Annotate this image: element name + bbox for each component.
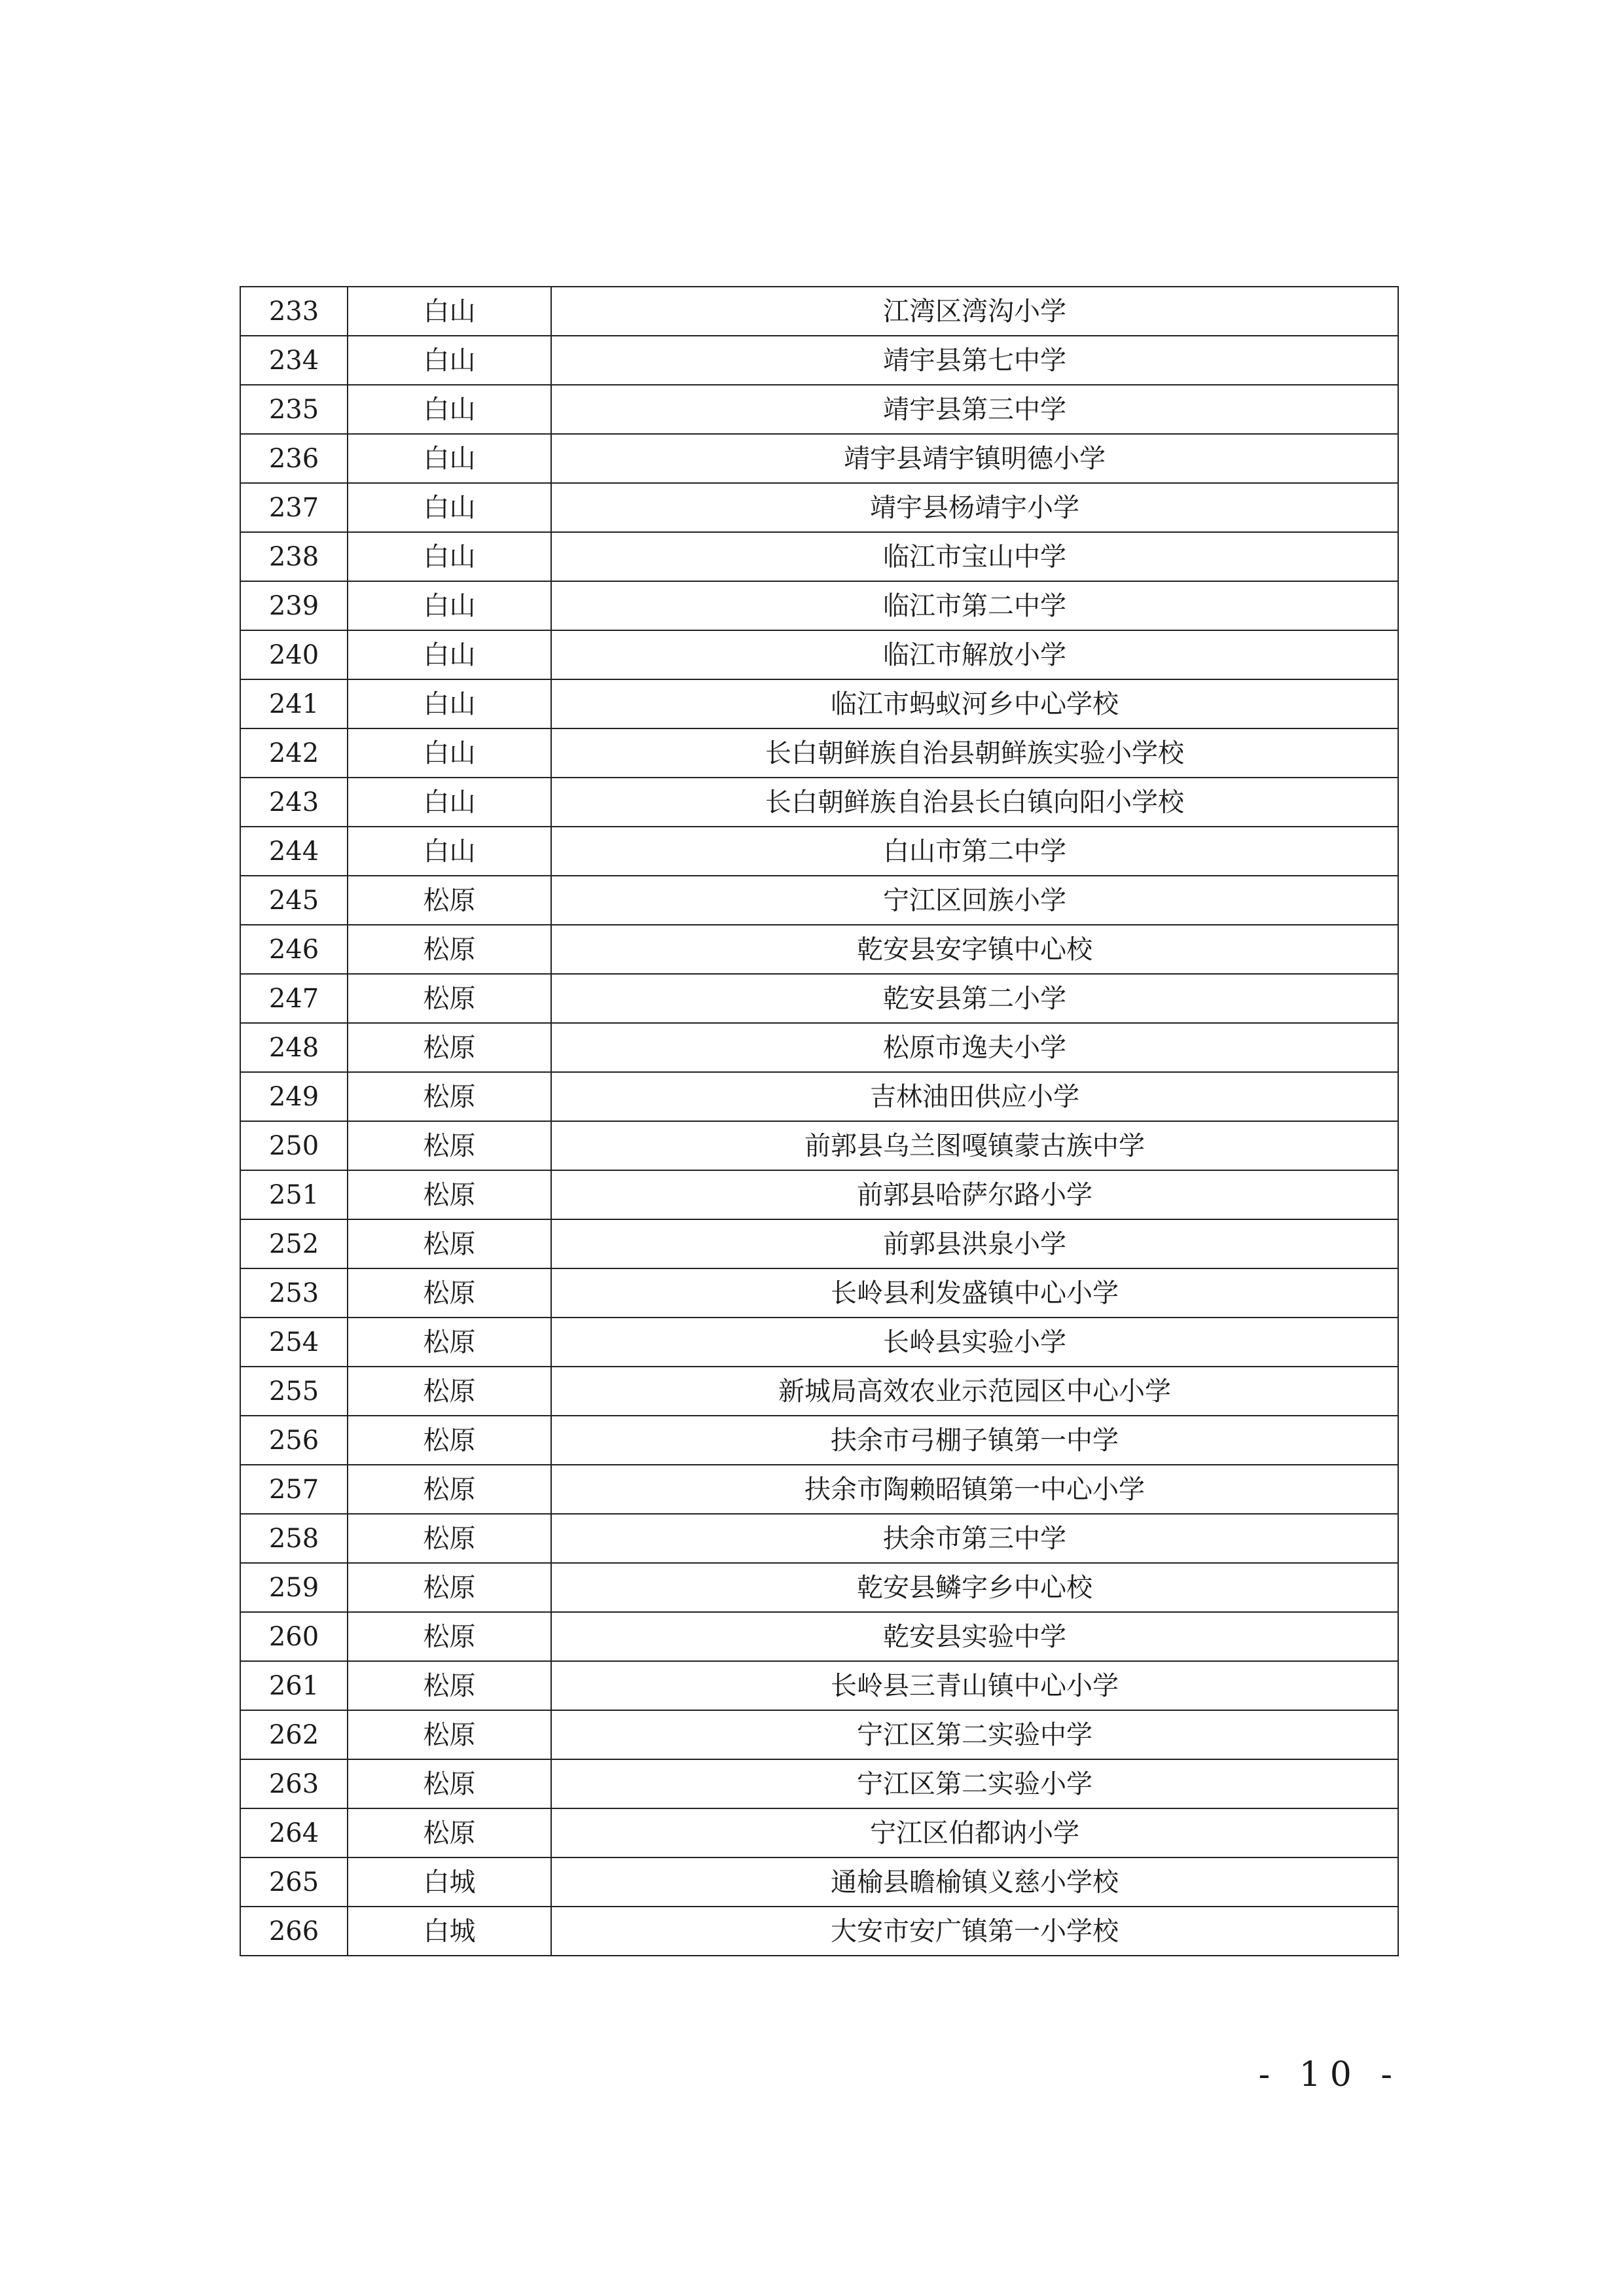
- table-row: [240, 630, 1398, 679]
- city-cell: 松原: [348, 1710, 551, 1759]
- city-cell: 白山: [348, 827, 551, 876]
- city-cell: 白山: [348, 581, 551, 630]
- row-number-cell: 246: [240, 925, 348, 974]
- table-row: [240, 974, 1398, 1023]
- table-row: [240, 1318, 1398, 1367]
- row-number-cell: 265: [240, 1857, 348, 1907]
- table-row: [240, 532, 1398, 581]
- school-name-cell: 临江市第二中学: [551, 581, 1398, 630]
- city-cell: 白山: [348, 679, 551, 728]
- school-name-cell: 白山市第二中学: [551, 827, 1398, 876]
- table-row: [240, 287, 1398, 336]
- row-number-cell: 253: [240, 1268, 348, 1318]
- table-row: [240, 1907, 1398, 1956]
- row-number-cell: 242: [240, 728, 348, 778]
- school-name-cell: 临江市宝山中学: [551, 532, 1398, 581]
- city-cell: 白山: [348, 287, 551, 336]
- row-number-cell: 256: [240, 1416, 348, 1465]
- table-row: [240, 1661, 1398, 1710]
- row-number-cell: 243: [240, 778, 348, 827]
- school-name-cell: 扶余市陶赖昭镇第一中心小学: [551, 1465, 1398, 1514]
- city-cell: 松原: [348, 1219, 551, 1268]
- table-row: [240, 385, 1398, 434]
- row-number-cell: 263: [240, 1759, 348, 1808]
- row-number-cell: 235: [240, 385, 348, 434]
- table-row: [240, 1416, 1398, 1465]
- table-row: [240, 876, 1398, 925]
- row-number-cell: 239: [240, 581, 348, 630]
- row-number-cell: 254: [240, 1318, 348, 1367]
- school-name-cell: 靖宇县第七中学: [551, 336, 1398, 385]
- row-number-cell: 248: [240, 1023, 348, 1072]
- row-number-cell: 249: [240, 1072, 348, 1121]
- row-number-cell: 236: [240, 434, 348, 483]
- table-row: [240, 1808, 1398, 1857]
- row-number-cell: 237: [240, 483, 348, 532]
- school-name-cell: 靖宇县第三中学: [551, 385, 1398, 434]
- school-name-cell: 长白朝鲜族自治县朝鲜族实验小学校: [551, 728, 1398, 778]
- row-number-cell: 241: [240, 679, 348, 728]
- row-number-cell: 255: [240, 1367, 348, 1416]
- school-name-cell: 前郭县洪泉小学: [551, 1219, 1398, 1268]
- city-cell: 白山: [348, 385, 551, 434]
- city-cell: 松原: [348, 1072, 551, 1121]
- table-row: [240, 1072, 1398, 1121]
- city-cell: 白山: [348, 778, 551, 827]
- city-cell: 白城: [348, 1907, 551, 1956]
- row-number-cell: 240: [240, 630, 348, 679]
- table-row: [240, 336, 1398, 385]
- city-cell: 白山: [348, 630, 551, 679]
- table-row: [240, 925, 1398, 974]
- row-number-cell: 257: [240, 1465, 348, 1514]
- school-name-cell: 长白朝鲜族自治县长白镇向阳小学校: [551, 778, 1398, 827]
- row-number-cell: 259: [240, 1563, 348, 1612]
- city-cell: 松原: [348, 876, 551, 925]
- city-cell: 松原: [348, 1268, 551, 1318]
- school-name-cell: 长岭县三青山镇中心小学: [551, 1661, 1398, 1710]
- row-number-cell: 233: [240, 287, 348, 336]
- school-name-cell: 乾安县安字镇中心校: [551, 925, 1398, 974]
- table-row: [240, 1465, 1398, 1514]
- table-row: [240, 1563, 1398, 1612]
- school-name-cell: 吉林油田供应小学: [551, 1072, 1398, 1121]
- school-name-cell: 大安市安广镇第一小学校: [551, 1907, 1398, 1956]
- school-name-cell: 靖宇县杨靖宇小学: [551, 483, 1398, 532]
- table-row: [240, 827, 1398, 876]
- school-name-cell: 前郭县乌兰图嘎镇蒙古族中学: [551, 1121, 1398, 1170]
- city-cell: 松原: [348, 1416, 551, 1465]
- school-name-cell: 前郭县哈萨尔路小学: [551, 1170, 1398, 1219]
- table-row: [240, 1170, 1398, 1219]
- table-row: [240, 1514, 1398, 1563]
- city-cell: 白山: [348, 728, 551, 778]
- school-name-cell: 宁江区第二实验小学: [551, 1759, 1398, 1808]
- school-name-cell: 扶余市第三中学: [551, 1514, 1398, 1563]
- table-row: [240, 1612, 1398, 1661]
- school-name-cell: 乾安县鳞字乡中心校: [551, 1563, 1398, 1612]
- page-number: - 10 -: [1258, 2055, 1401, 2094]
- school-name-cell: 临江市解放小学: [551, 630, 1398, 679]
- table-row: [240, 1023, 1398, 1072]
- school-name-cell: 长岭县利发盛镇中心小学: [551, 1268, 1398, 1318]
- row-number-cell: 234: [240, 336, 348, 385]
- table-row: [240, 1121, 1398, 1170]
- school-list-table: [240, 286, 1399, 1956]
- table-row: [240, 778, 1398, 827]
- city-cell: 松原: [348, 1563, 551, 1612]
- row-number-cell: 251: [240, 1170, 348, 1219]
- city-cell: 松原: [348, 1023, 551, 1072]
- table-row: [240, 1219, 1398, 1268]
- table-row: [240, 434, 1398, 483]
- school-name-cell: 临江市蚂蚁河乡中心学校: [551, 679, 1398, 728]
- city-cell: 白山: [348, 483, 551, 532]
- row-number-cell: 258: [240, 1514, 348, 1563]
- row-number-cell: 247: [240, 974, 348, 1023]
- school-name-cell: 通榆县瞻榆镇义慈小学校: [551, 1857, 1398, 1907]
- table-row: [240, 1367, 1398, 1416]
- city-cell: 松原: [348, 1514, 551, 1563]
- city-cell: 松原: [348, 1465, 551, 1514]
- table-row: [240, 581, 1398, 630]
- city-cell: 白山: [348, 532, 551, 581]
- table-row: [240, 1759, 1398, 1808]
- city-cell: 松原: [348, 974, 551, 1023]
- table-row: [240, 1857, 1398, 1907]
- city-cell: 松原: [348, 1661, 551, 1710]
- city-cell: 松原: [348, 1367, 551, 1416]
- city-cell: 松原: [348, 1318, 551, 1367]
- row-number-cell: 264: [240, 1808, 348, 1857]
- row-number-cell: 244: [240, 827, 348, 876]
- table-row: [240, 1268, 1398, 1318]
- school-name-cell: 乾安县实验中学: [551, 1612, 1398, 1661]
- school-name-cell: 乾安县第二小学: [551, 974, 1398, 1023]
- city-cell: 白山: [348, 336, 551, 385]
- table-body: [240, 287, 1398, 1956]
- city-cell: 白山: [348, 434, 551, 483]
- table-row: [240, 1710, 1398, 1759]
- row-number-cell: 250: [240, 1121, 348, 1170]
- table-row: [240, 483, 1398, 532]
- row-number-cell: 261: [240, 1661, 348, 1710]
- table-row: [240, 728, 1398, 778]
- row-number-cell: 245: [240, 876, 348, 925]
- school-name-cell: 新城局高效农业示范园区中心小学: [551, 1367, 1398, 1416]
- city-cell: 松原: [348, 1121, 551, 1170]
- row-number-cell: 266: [240, 1907, 348, 1956]
- city-cell: 松原: [348, 925, 551, 974]
- row-number-cell: 238: [240, 532, 348, 581]
- school-name-cell: 宁江区回族小学: [551, 876, 1398, 925]
- school-name-cell: 宁江区第二实验中学: [551, 1710, 1398, 1759]
- table-row: [240, 679, 1398, 728]
- school-name-cell: 松原市逸夫小学: [551, 1023, 1398, 1072]
- school-name-cell: 江湾区湾沟小学: [551, 287, 1398, 336]
- school-name-cell: 扶余市弓棚子镇第一中学: [551, 1416, 1398, 1465]
- school-name-cell: 宁江区伯都讷小学: [551, 1808, 1398, 1857]
- city-cell: 松原: [348, 1170, 551, 1219]
- row-number-cell: 260: [240, 1612, 348, 1661]
- row-number-cell: 262: [240, 1710, 348, 1759]
- city-cell: 松原: [348, 1759, 551, 1808]
- city-cell: 白城: [348, 1857, 551, 1907]
- city-cell: 松原: [348, 1612, 551, 1661]
- city-cell: 松原: [348, 1808, 551, 1857]
- row-number-cell: 252: [240, 1219, 348, 1268]
- school-name-cell: 长岭县实验小学: [551, 1318, 1398, 1367]
- school-name-cell: 靖宇县靖宇镇明德小学: [551, 434, 1398, 483]
